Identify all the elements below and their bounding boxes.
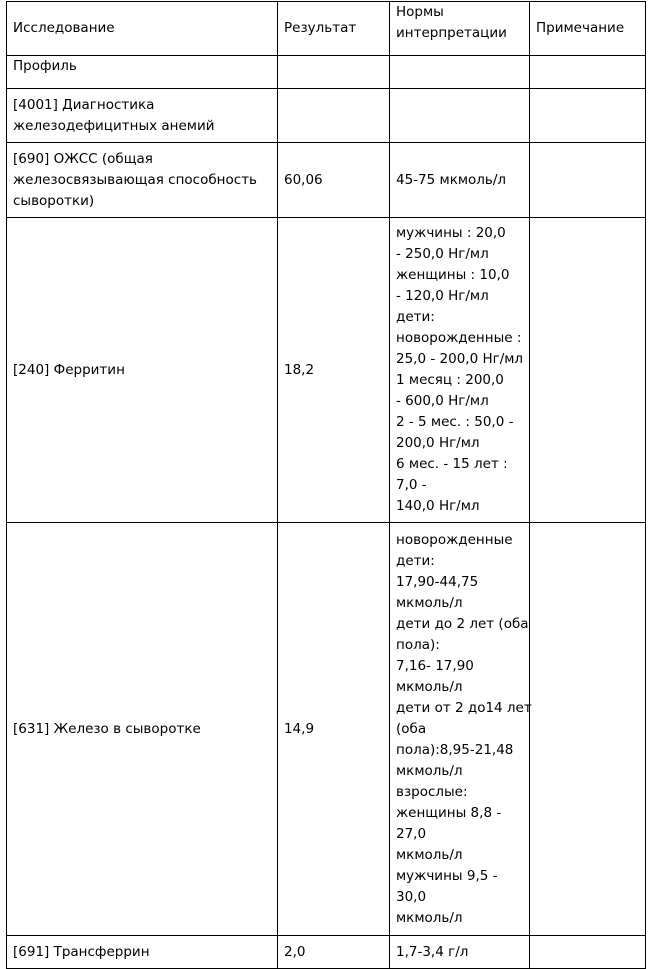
cell-norms-line: (оба: [396, 720, 427, 737]
cell-norms-line: новорожденные :: [396, 330, 522, 346]
cell-norms-line: мкмоль/л: [396, 678, 463, 695]
cell-study-line: Профиль: [13, 58, 77, 74]
cell-norms: [390, 56, 530, 89]
cell-norms-line: взрослые:: [396, 783, 468, 800]
cell-norms-line: дети от 2 до14 лет: [396, 699, 532, 716]
cell-norms-line: 7,16- 17,90: [396, 657, 474, 674]
cell-norms-line: 45-75 мкмоль/л: [396, 171, 507, 188]
cell-norms-line: 2 - 5 мес. : 50,0 -: [396, 414, 514, 430]
cell-study: [7, 218, 278, 523]
table-row: [7, 56, 646, 89]
cell-note: [530, 218, 646, 523]
table-row: [7, 89, 646, 143]
cell-result: 18,2: [278, 218, 390, 523]
cell-norms-line: 7,0 -: [396, 477, 427, 493]
header-result: Результат: [278, 2, 390, 56]
cell-norms-line: 200,0 Нг/мл: [396, 435, 480, 451]
header-study: Исследование: [7, 2, 278, 56]
cell-norms-line: 140,0 Нг/мл: [396, 498, 480, 514]
header-note: Примечание: [530, 2, 646, 56]
cell-study-line: [631] Железо в сыворотке: [13, 720, 201, 737]
cell-norms: [390, 523, 530, 936]
cell-norms-line: дети:: [396, 552, 435, 569]
cell-study: [7, 56, 278, 89]
cell-norms-line: дети:: [396, 309, 435, 325]
table-row: [7, 523, 646, 936]
cell-note: [530, 523, 646, 936]
cell-norms-line: - 250,0 Нг/мл: [396, 246, 489, 262]
cell-norms-line: мужчины 9,5 -: [396, 867, 498, 884]
cell-norms: [390, 218, 530, 523]
cell-study-line: [691] Трансферрин: [13, 943, 150, 960]
cell-study-line: железосвязывающая способность: [13, 171, 258, 188]
cell-norms-line: новорожденные: [396, 531, 513, 548]
cell-note: [530, 56, 646, 89]
table-row: [7, 218, 646, 523]
header-norms-line: интерпретации: [396, 25, 507, 41]
cell-study-line: сыворотки): [13, 192, 95, 209]
cell-study-line: [690] ОЖСС (общая: [13, 150, 153, 167]
cell-norms-line: пола):: [396, 636, 440, 653]
cell-norms-line: мкмоль/л: [396, 846, 463, 863]
cell-norms: [390, 936, 530, 969]
cell-norms-line: - 120,0 Нг/мл: [396, 288, 489, 304]
cell-norms-line: мкмоль/л: [396, 909, 463, 926]
cell-norms-line: 17,90-44,75: [396, 573, 479, 590]
cell-study-line: [4001] Диагностика: [13, 96, 155, 113]
cell-norms-line: женщины 8,8 -: [396, 804, 502, 821]
cell-result: 60,06: [278, 143, 390, 218]
cell-norms-line: мкмоль/л: [396, 594, 463, 611]
cell-norms-line: 30,0: [396, 888, 427, 905]
cell-norms: [390, 89, 530, 143]
cell-result: 14,9: [278, 523, 390, 936]
table-row: [7, 143, 646, 218]
cell-norms-line: женщины : 10,0: [396, 267, 510, 283]
table-row: [7, 936, 646, 969]
cell-study: [7, 523, 278, 936]
cell-norms-line: 25,0 - 200,0 Нг/мл: [396, 351, 524, 367]
cell-study: [7, 89, 278, 143]
cell-study: [7, 143, 278, 218]
results-table: [6, 1, 646, 969]
header-norms-line: Нормы: [396, 4, 444, 20]
cell-norms-line: - 600,0 Нг/мл: [396, 393, 489, 409]
cell-result: [278, 89, 390, 143]
cell-norms: [390, 143, 530, 218]
cell-note: [530, 89, 646, 143]
cell-note: [530, 936, 646, 969]
cell-norms-line: мкмоль/л: [396, 762, 463, 779]
cell-norms-line: 1 месяц : 200,0: [396, 372, 504, 388]
cell-norms-line: 27,0: [396, 825, 427, 842]
cell-study: [7, 936, 278, 969]
header-norms: [390, 2, 530, 56]
cell-norms-line: пола):8,95-21,48: [396, 741, 514, 758]
header-row: [7, 2, 646, 56]
cell-norms-line: мужчины : 20,0: [396, 225, 506, 241]
cell-norms-line: 1,7-3,4 г/л: [396, 943, 469, 960]
cell-study-line: железодефицитных анемий: [13, 117, 215, 134]
cell-norms-line: 6 мес. - 15 лет :: [396, 456, 508, 472]
cell-result: [278, 56, 390, 89]
cell-study-line: [240] Ферритин: [13, 361, 125, 378]
cell-note: [530, 143, 646, 218]
cell-result: 2,0: [278, 936, 390, 969]
cell-norms-line: дети до 2 лет (оба: [396, 615, 529, 632]
